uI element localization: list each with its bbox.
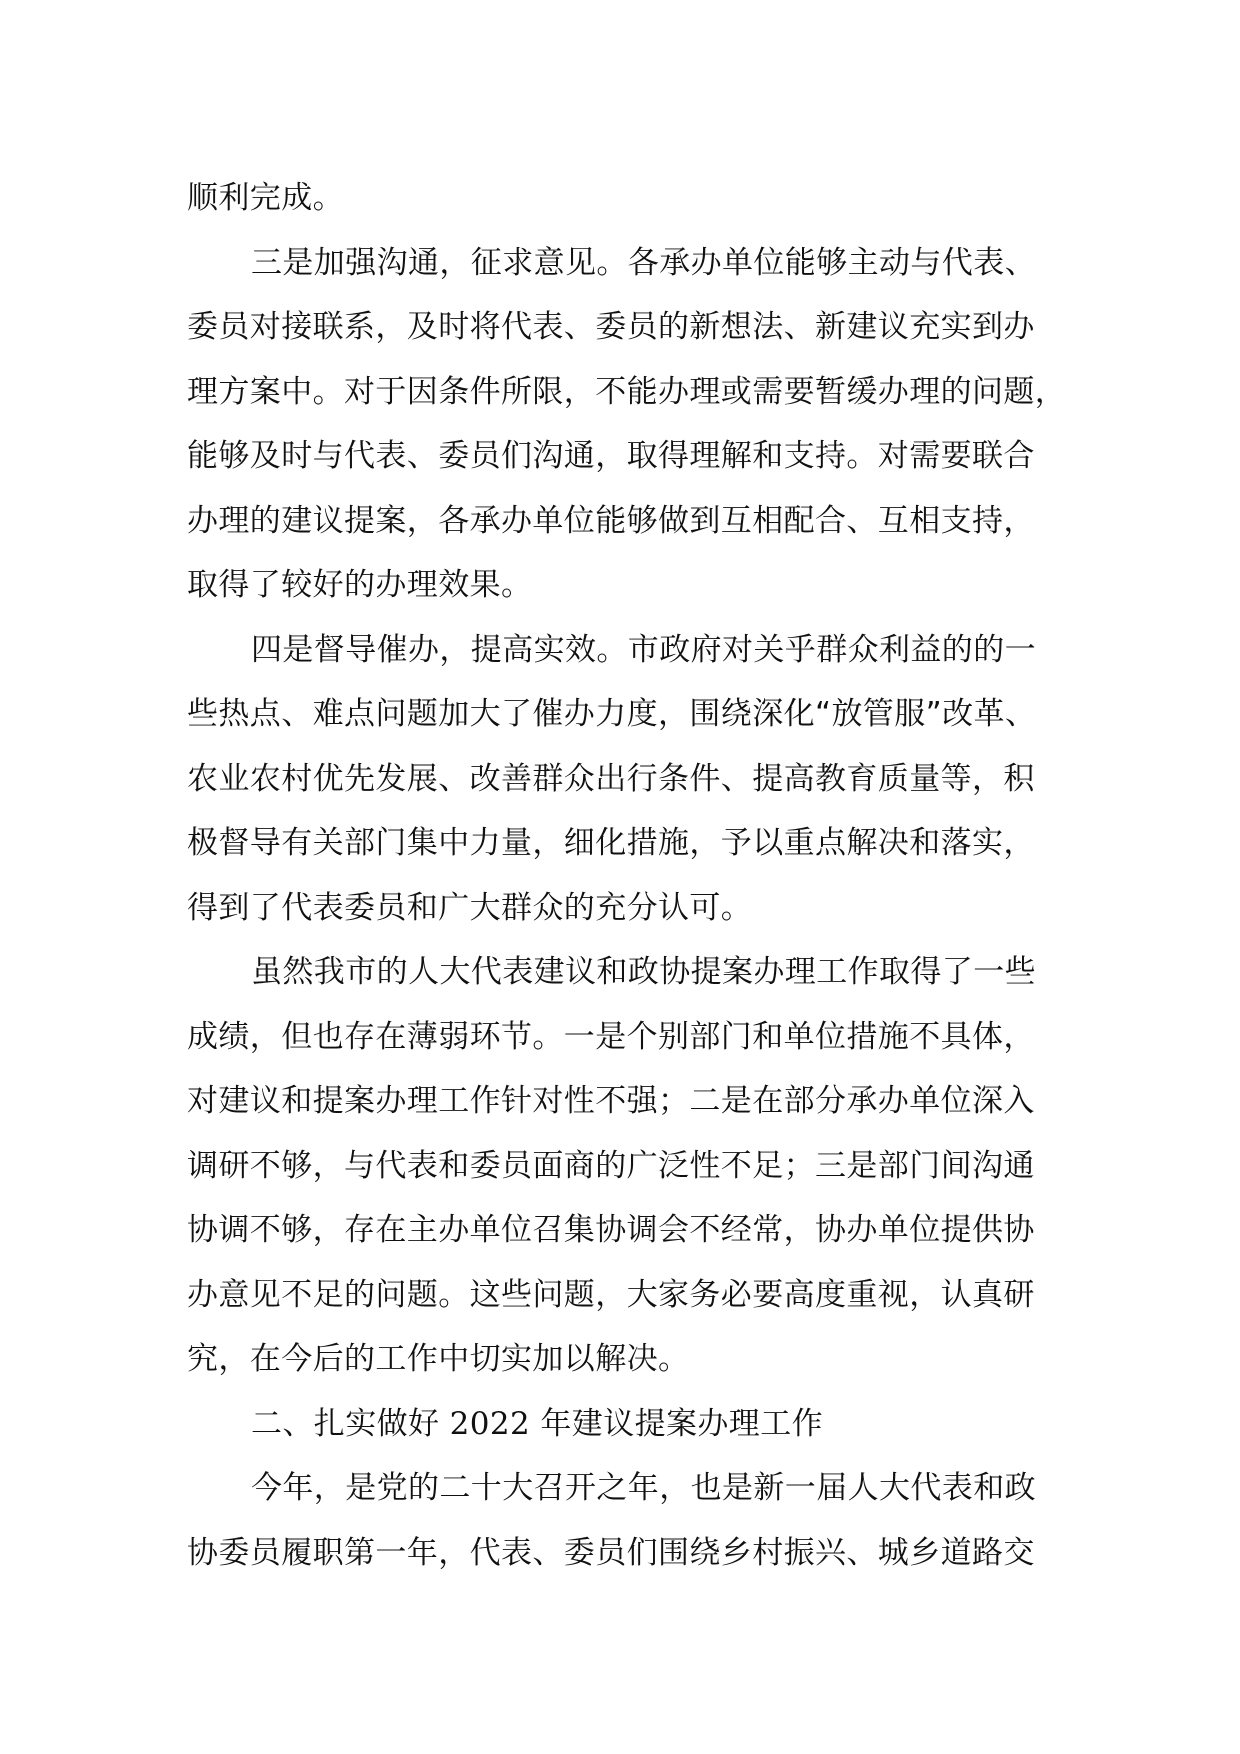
text-line: 委员对接联系，及时将代表、委员的新想法、新建议充实到办 bbox=[187, 309, 1035, 345]
paragraph-start-line: 虽然我市的人大代表建议和政协提案办理工作取得了一些 bbox=[251, 954, 1036, 990]
text-line: 取得了较好的办理效果。 bbox=[187, 567, 533, 603]
section-heading: 二、扎实做好 2022 年建议提案办理工作 bbox=[251, 1405, 823, 1442]
text-line: 顺利完成。 bbox=[187, 180, 344, 216]
text-line: 能够及时与代表、委员们沟通，取得理解和支持。对需要联合 bbox=[187, 438, 1035, 474]
text-line: 究，在今后的工作中切实加以解决。 bbox=[187, 1341, 690, 1377]
text-line: 农业农村优先发展、改善群众出行条件、提高教育质量等，积 bbox=[187, 760, 1035, 797]
text-line: 调研不够，与代表和委员面商的广泛性不足；三是部门间沟通 bbox=[187, 1147, 1035, 1184]
text-line: 极督导有关部门集中力量，细化措施，予以重点解决和落实， bbox=[187, 825, 1035, 861]
text-line: 协委员履职第一年，代表、委员们围绕乡村振兴、城乡道路交 bbox=[187, 1534, 1035, 1571]
text-line: 成绩，但也存在薄弱环节。一是个别部门和单位措施不具体， bbox=[187, 1018, 1035, 1055]
text-line: 办理的建议提案，各承办单位能够做到互相配合、互相支持， bbox=[187, 502, 1035, 539]
paragraph-start-line: 今年，是党的二十大召开之年，也是新一届人大代表和政 bbox=[251, 1470, 1036, 1506]
text-line: 得到了代表委员和广大群众的充分认可。 bbox=[187, 889, 753, 926]
text-line: 对建议和提案办理工作针对性不强；二是在部分承办单位深入 bbox=[187, 1083, 1035, 1119]
paragraph-start-line: 四是督导催办，提高实效。市政府对关乎群众利益的的一 bbox=[251, 631, 1036, 668]
text-line: 办意见不足的问题。这些问题，大家务必要高度重视，认真研 bbox=[187, 1276, 1035, 1313]
text-line: 协调不够，存在主办单位召集协调会不经常，协办单位提供协 bbox=[187, 1212, 1035, 1248]
text-line: 些热点、难点问题加大了催办力度，围绕深化“放管服”改革、 bbox=[187, 696, 1037, 732]
text-line: 理方案中。对于因条件所限，不能办理或需要暂缓办理的问题， bbox=[187, 373, 1067, 410]
document-body bbox=[187, 166, 1087, 1585]
paragraph-start-line: 三是加强沟通，征求意见。各承办单位能够主动与代表、 bbox=[251, 244, 1036, 281]
